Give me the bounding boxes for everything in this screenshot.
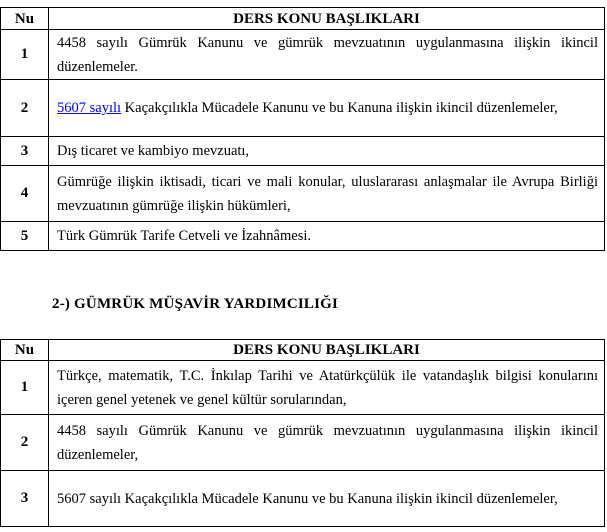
row-number: 5 [1, 222, 49, 251]
law-5607-link[interactable]: 5607 sayılı [57, 100, 122, 116]
row-text: Gümrüğe ilişkin iktisadi, ticari ve mali konular, uluslararası anlaşmalar ile Avrupa Birliği mevzuatının gümrüğe ilişkin hükümleri, [49, 166, 605, 222]
table-row [1, 80, 605, 137]
table-row [1, 30, 605, 80]
row-number: 4 [1, 166, 49, 222]
row-number: 3 [1, 137, 49, 166]
row-text [49, 80, 605, 137]
row-text: Türk Gümrük Tarife Cetveli ve İzahnâmesi. [49, 222, 605, 251]
section-title: 2-) GÜMRÜK MÜŞAVİR YARDIMCILIĞI [52, 296, 339, 312]
row-text: 5607 sayılı Kaçakçılıkla Mücadele Kanunu ve bu Kanuna ilişkin ikincil düzenlemeler, [49, 471, 605, 527]
table-row [1, 361, 605, 415]
row-number: 2 [1, 415, 49, 471]
topics-table-1 [0, 7, 605, 251]
row-text-rest: Kaçakçılıkla Mücadele Kanunu ve bu Kanuna ilişkin ikincil düzenlemeler, [121, 100, 558, 116]
table-row [1, 166, 605, 222]
row-number: 1 [1, 30, 49, 80]
row-text: Dış ticaret ve kambiyo mevzuatı, [49, 137, 605, 166]
table-row [1, 137, 605, 166]
table-row [1, 415, 605, 471]
header-title: DERS KONU BAŞLIKLARI [49, 8, 605, 30]
row-number: 1 [1, 361, 49, 415]
row-text: 4458 sayılı Gümrük Kanunu ve gümrük mevzuatının uygulanmasına ilişkin ikincil düzenlemeler, [49, 415, 605, 471]
row-text: Türkçe, matematik, T.C. İnkılap Tarihi ve Atatürkçülük ile vatandaşlık bilgisi konularını içeren genel yetenek ve genel kültür sorularından, [49, 361, 605, 415]
header-nu: Nu [1, 8, 49, 30]
row-number: 2 [1, 80, 49, 137]
header-nu: Nu [1, 340, 49, 361]
row-text: 4458 sayılı Gümrük Kanunu ve gümrük mevzuatının uygulanmasına ilişkin ikincil düzenlemeler. [49, 30, 605, 80]
topics-table-2 [0, 339, 605, 527]
table-header-row [1, 340, 605, 361]
header-title: DERS KONU BAŞLIKLARI [49, 340, 605, 361]
row-number: 3 [1, 471, 49, 527]
table-row [1, 471, 605, 527]
table-row [1, 222, 605, 251]
table-header-row [1, 8, 605, 30]
